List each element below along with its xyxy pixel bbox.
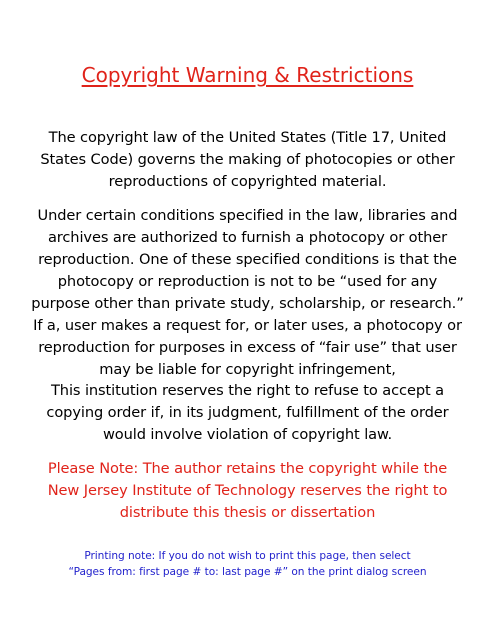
printing-note-line: “Pages from: first page # to: last page #” on the print dialog screen [68, 566, 427, 578]
paragraph-line: would involve violation of copyright law. [102, 426, 393, 443]
paragraph-line: States Code) governs the making of photocopies or other [40, 151, 455, 168]
paragraph-line: reproduction. One of these specified conditions is that the [38, 251, 457, 268]
institution-paragraph [18, 380, 477, 446]
paragraph-line: copying order if, in its judgment, fulfillment of the order [46, 404, 449, 421]
paragraph-line: If a, user makes a request for, or later uses, a photocopy or [33, 317, 462, 334]
paragraph-line: purpose other than private study, scholarship, or research.” [31, 295, 464, 312]
paragraph-line: may be liable for copyright infringement, [99, 361, 396, 378]
paragraph-line: photocopy or reproduction is not to be “used for any [57, 273, 438, 290]
author-note-paragraph [18, 458, 477, 524]
conditions-paragraph [18, 205, 477, 381]
paragraph-line: reproduction for purposes in excess of “fair use” that user [38, 339, 457, 356]
paragraph-line: Under certain conditions specified in the law, libraries and [37, 207, 458, 224]
paragraph-line: reproductions of copyrighted material. [108, 173, 387, 190]
paragraph-line: New Jersey Institute of Technology reserves the right to [47, 482, 448, 499]
copyright-law-paragraph [18, 127, 477, 193]
paragraph-line: This institution reserves the right to refuse to accept a [50, 382, 444, 399]
paragraph-line: The copyright law of the United States (Title 17, United [48, 129, 447, 146]
printing-note [0, 548, 495, 580]
page-title: Copyright Warning & Restrictions [81, 63, 414, 87]
paragraph-line: Please Note: The author retains the copyright while the [47, 460, 448, 477]
printing-note-line: Printing note: If you do not wish to print this page, then select [84, 550, 411, 562]
paragraph-line: archives are authorized to furnish a photocopy or other [47, 229, 448, 246]
paragraph-line: distribute this thesis or dissertation [119, 504, 376, 521]
